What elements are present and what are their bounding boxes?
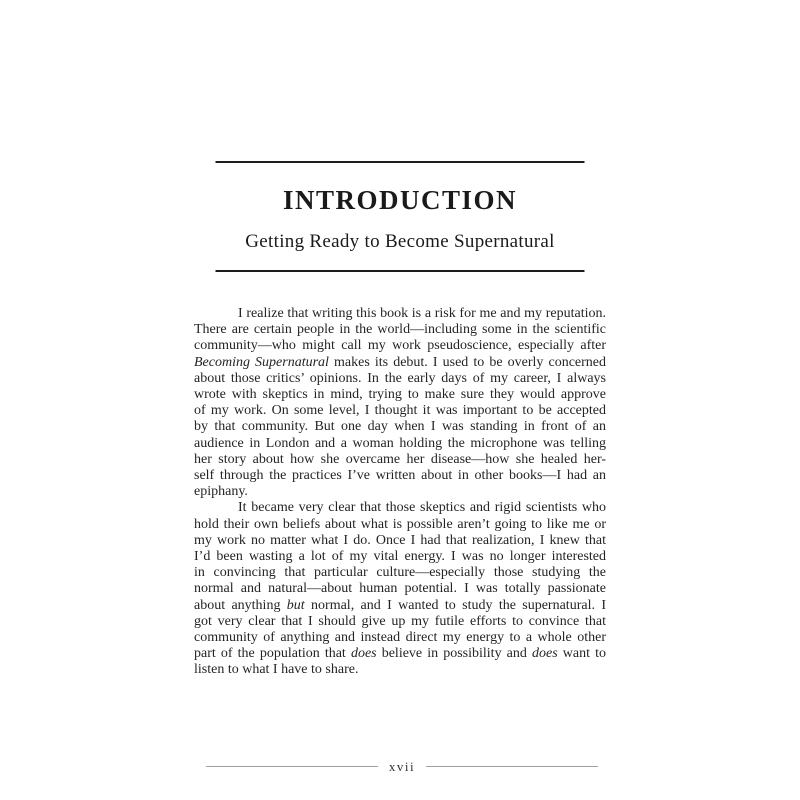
- chapter-title: INTRODUCTION: [282, 185, 518, 215]
- footer-rule-left: [206, 766, 378, 768]
- text-line: in convincing that particular culture—especially those studying the: [194, 565, 606, 581]
- text-line: self through the practices I’ve written about in other books—I had an: [194, 468, 606, 484]
- text-line: It became very clear that those skeptics and rigid scientists who: [238, 500, 606, 516]
- text-line: listen to what I have to share.: [194, 662, 359, 678]
- paragraph: [194, 500, 606, 678]
- text-line: community of anything and instead direct my energy to a whole other: [194, 630, 606, 646]
- page-number: xvii: [388, 759, 416, 774]
- text-line: her story about how she overcame her disease—how she healed her-: [194, 451, 606, 467]
- footer-rule-right: [426, 766, 598, 768]
- text-line: part of the population that does believe in possibility and does want to: [194, 646, 606, 662]
- paragraph: [194, 306, 606, 500]
- text-line: hold their own beliefs about what is possible aren’t going to like me or: [194, 516, 606, 532]
- body-text: [194, 306, 606, 679]
- header-rule-top: [216, 161, 585, 163]
- text-line: audience in London and a woman holding the microphone was telling: [194, 435, 606, 451]
- chapter-head: [194, 161, 606, 273]
- text-line: Becoming Supernatural makes its debut. I used to be overly concerned: [194, 354, 606, 370]
- text-line: got very clear that I should give up my futile efforts to convince that: [194, 613, 606, 629]
- text-line: I’d been wasting a lot of my vital energy. I was no longer interested: [194, 549, 606, 565]
- text-line: my work no matter what I do. Once I had that realization, I knew that: [194, 532, 606, 548]
- text-line: There are certain people in the world—including some in the scientific: [194, 322, 606, 338]
- text-line: I realize that writing this book is a risk for me and my reputation.: [238, 306, 606, 321]
- text-line: about those critics’ opinions. In the early days of my career, I always: [194, 370, 606, 386]
- text-line: about anything but normal, and I wanted to study the supernatural. I: [194, 597, 606, 613]
- text-line: community—who might call my work pseudoscience, especially after: [194, 338, 606, 354]
- text-line: of my work. On some level, I thought it was important to be accepted: [194, 403, 606, 419]
- page-footer: [206, 760, 598, 773]
- text-line: epiphany.: [194, 484, 248, 500]
- chapter-subtitle: Getting Ready to Become Supernatural: [245, 231, 555, 252]
- header-rule-bottom: [216, 270, 585, 272]
- text-line: normal and natural—about human potential. I was totally passionate: [194, 581, 606, 597]
- text-line: wrote with skeptics in mind, trying to make sure they would approve: [194, 387, 606, 403]
- text-line: by that community. But one day when I was standing in front of an: [194, 419, 606, 435]
